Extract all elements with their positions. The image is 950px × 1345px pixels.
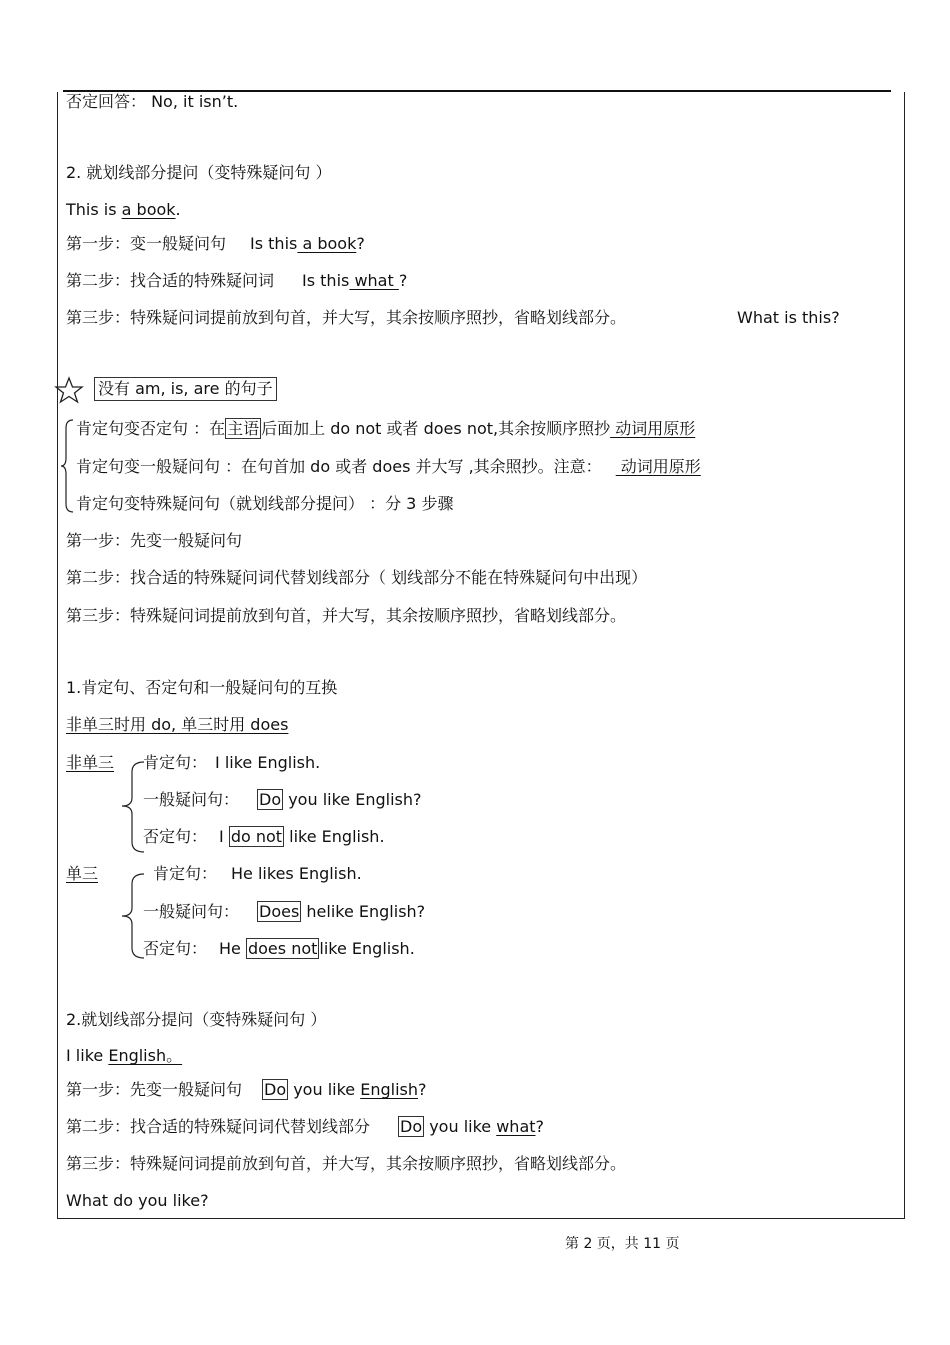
non-third-negative: 否定句： I do not like English. xyxy=(143,827,385,846)
step-3: 第三步：特殊疑问词提前放到句首，并大写，其余按顺序照抄，省略划线部分。 xyxy=(66,1154,627,1173)
step-2: 第二步：找合适的特殊疑问词代替划线部分 Do you like what? xyxy=(66,1117,545,1136)
section-heading: 1.肯定句、否定句和一般疑问句的互换 xyxy=(66,678,338,697)
brace-third xyxy=(118,872,146,960)
step-3: 第三步：特殊疑问词提前放到句首，并大写，其余按顺序照抄，省略划线部分。 xyxy=(66,308,627,327)
third-affirmative: 肯定句： He likes English. xyxy=(153,864,362,883)
brace-rules xyxy=(60,418,74,514)
label-non-third-person: 非单三 xyxy=(66,753,115,772)
step-3: 第三步：特殊疑问词提前放到句首，并大写，其余按顺序照抄，省略划线部分。 xyxy=(66,606,627,625)
answer-sentence: What do you like? xyxy=(66,1191,209,1210)
step-1: 第一步：变一般疑问句 Is this a book? xyxy=(66,234,365,253)
page-footer: 第 2 页，共 11 页 xyxy=(565,1236,680,1252)
step-1: 第一步：先变一般疑问句 xyxy=(66,531,243,550)
brace-non-third xyxy=(118,760,146,854)
non-third-question: 一般疑问句： Do you like English? xyxy=(143,790,422,809)
third-question: 一般疑问句： Does helike English? xyxy=(143,902,426,921)
label-third-person: 单三 xyxy=(66,864,99,883)
content-frame xyxy=(57,92,905,1219)
rule-negative: 肯定句变否定句 ：在 主语 后面加上 do not 或者 does not,其余按顺序照抄 动词用原形 xyxy=(76,419,696,438)
third-negative: 否定句： He does not like English. xyxy=(143,939,415,958)
rule-do-does: 非单三时用 do, 单三时用 does xyxy=(66,715,289,734)
non-third-affirmative: 肯定句： I like English. xyxy=(143,753,321,772)
step-1: 第一步：先变一般疑问句 Do you like English? xyxy=(66,1080,427,1099)
step-2: 第二步：找合适的特殊疑问词代替划线部分（ 划线部分不能在特殊疑问句中出现） xyxy=(66,568,648,587)
rule-question: 肯定句变一般疑问句 ：在句首加 do 或者 does 并大写 ,其余照抄。注意： 动词用原形 xyxy=(76,457,701,476)
example-sentence: I like English。 xyxy=(66,1046,183,1065)
step-2: 第二步：找合适的特殊疑问词 Is this what ? xyxy=(66,271,408,290)
section-heading: 2.就划线部分提问（变特殊疑问句 ） xyxy=(66,1010,327,1029)
step-3-answer: What is this? xyxy=(737,308,840,327)
example-sentence: This is a book. xyxy=(66,200,181,219)
rule-special-question: 肯定句变特殊疑问句（就划线部分提问） ：分 3 步骤 xyxy=(76,494,454,513)
negative-answer: 否定回答： No, it isn’t. xyxy=(66,92,239,111)
star-icon xyxy=(54,376,84,404)
topic-title-box: 没有 am, is, are 的句子 xyxy=(94,377,277,401)
section-heading: 2. 就划线部分提问（变特殊疑问句 ） xyxy=(66,163,332,182)
